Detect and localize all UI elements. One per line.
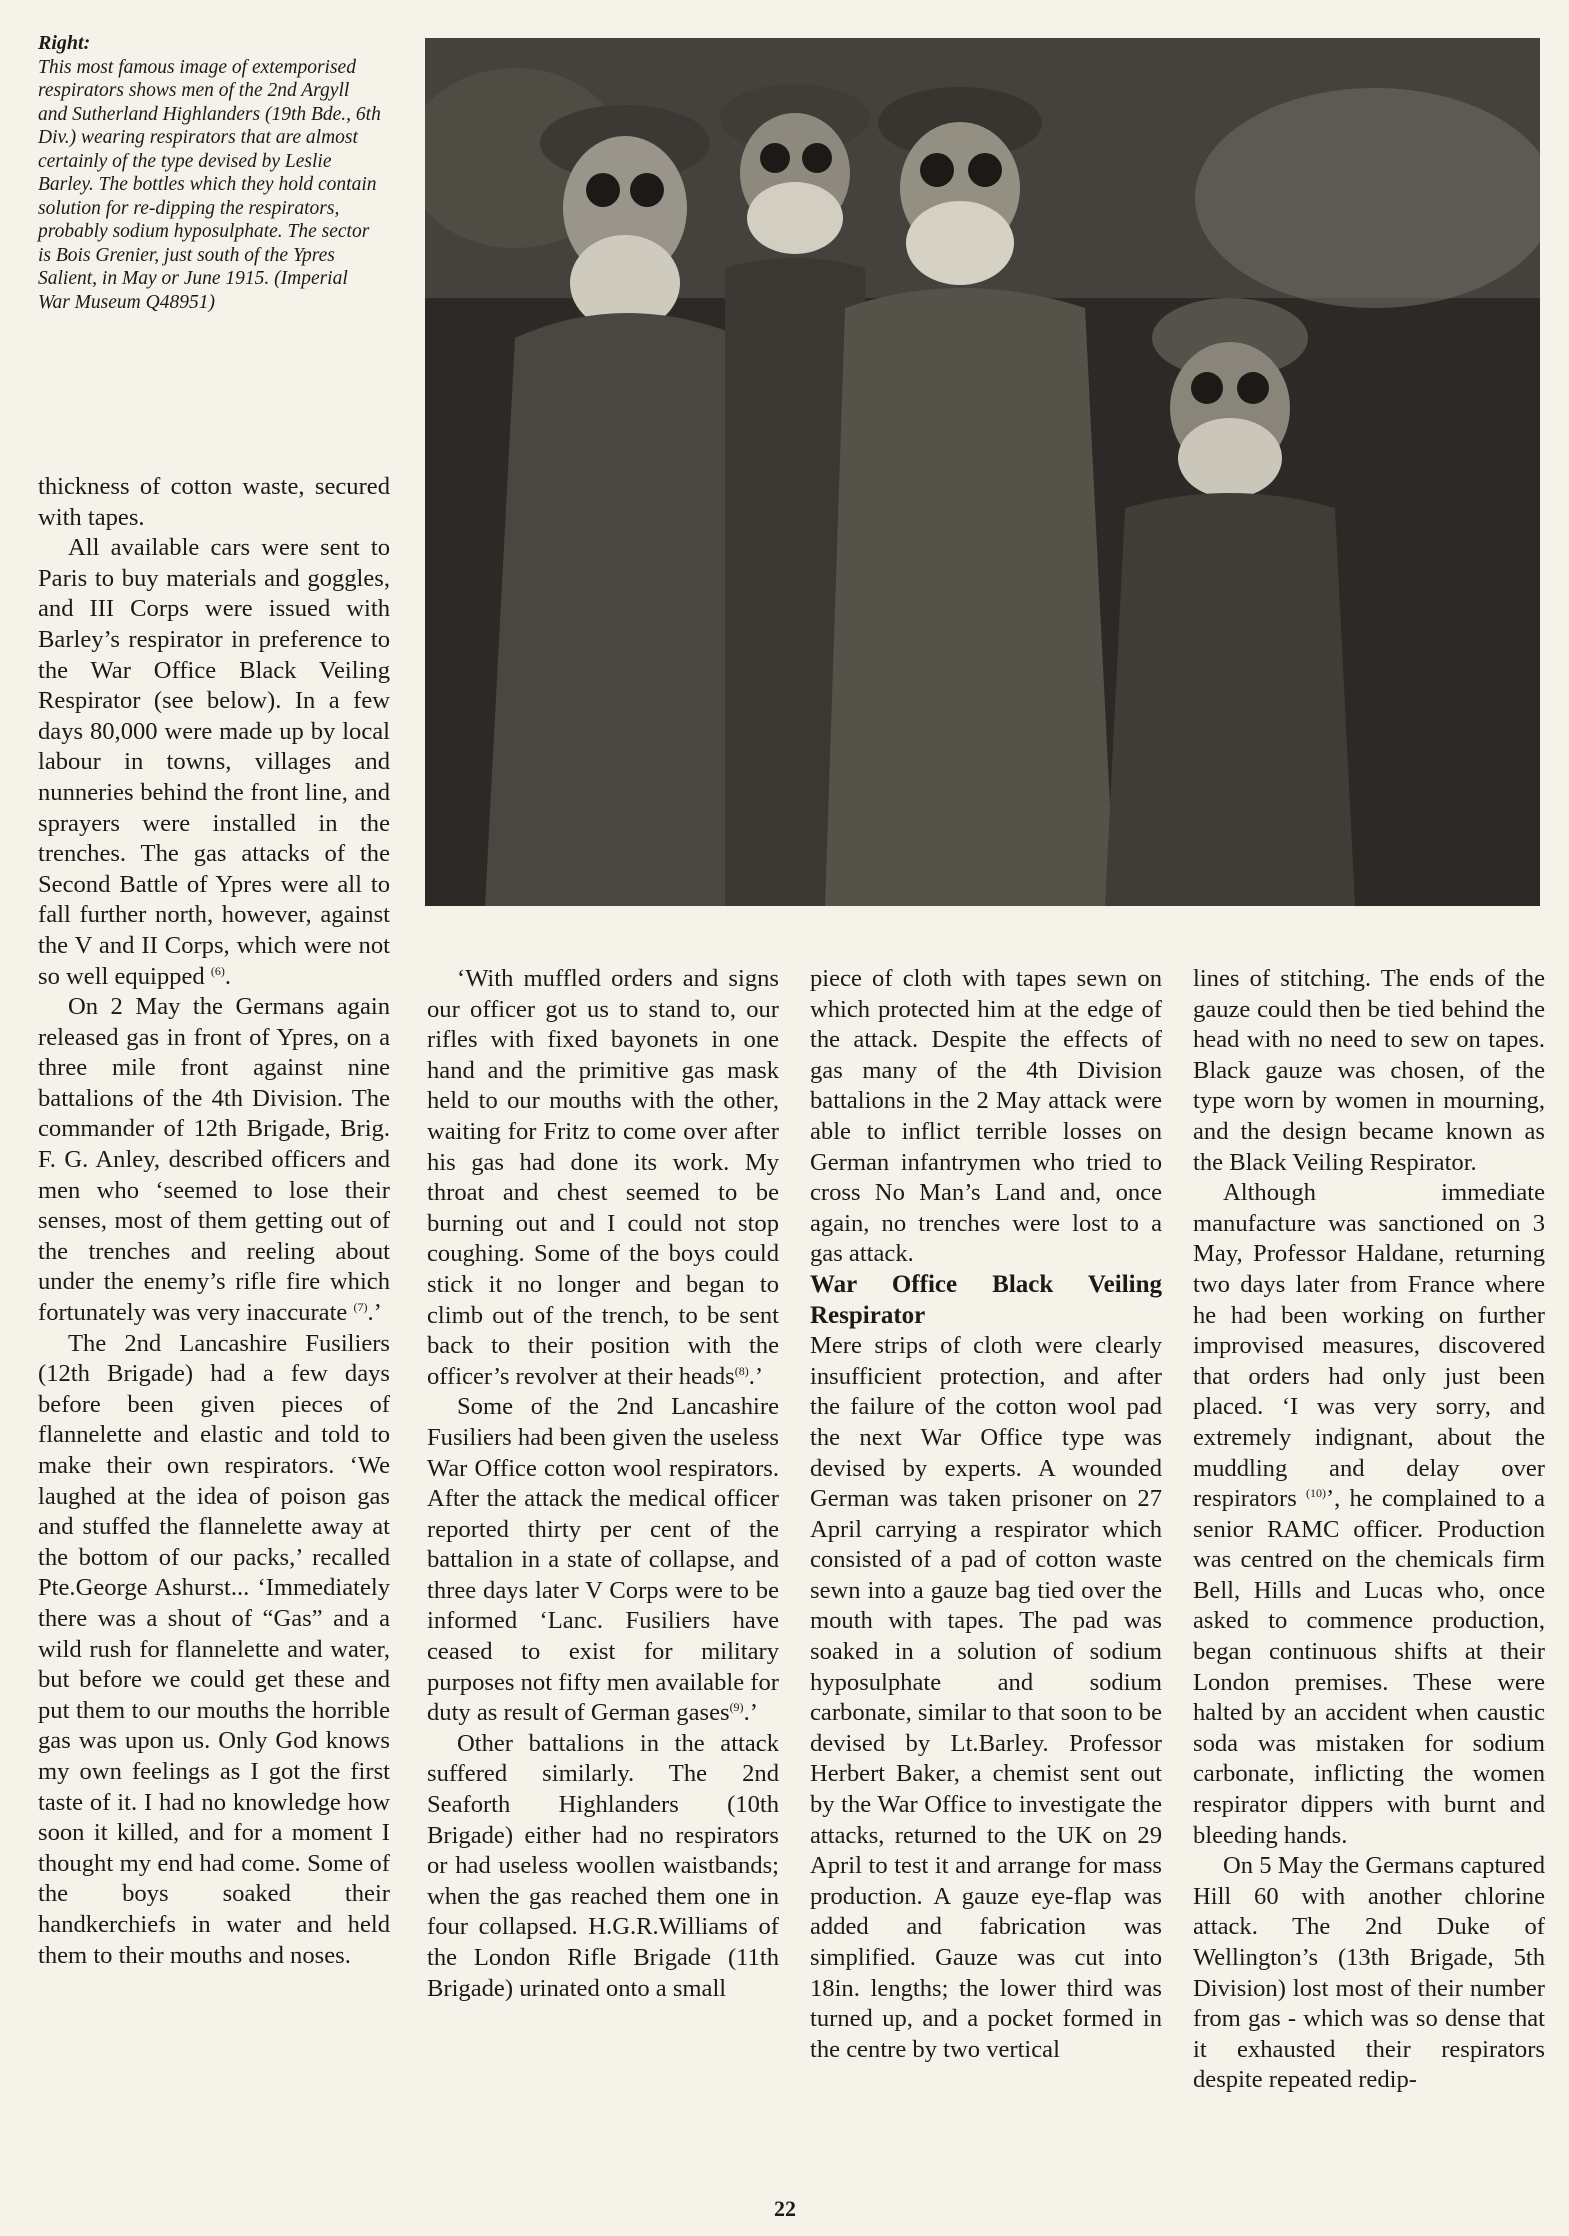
paragraph: On 2 May the Germans again released gas in front of Ypres, on a three mile front against nine battalions of the 4th Division. The commander of 12th Brigade, Brig. F. G. Anley, described officers and men who ‘seemed to lose their senses, most of them getting out of the trenches and reeling about under the enemy’s rifle fire which fortunately was very inaccurate $^{(7)}$.’: [38, 993, 390, 1327]
footnote-ref: (8): [734, 1363, 749, 1378]
text-column-2: [427, 964, 779, 2004]
footnote-ref: (7): [353, 1299, 368, 1314]
paragraph: Some of the 2nd Lancashire Fusiliers had been given the useless War Office cotton wool respirators. After the attack the medical officer reported thirty per cent of the battalion in a state of collapse, and three days later V Corps were to be informed ‘Lanc. Fusiliers have ceased to exist for military purposes not fifty men available for duty as result of German gases$^{(9)}$.’: [427, 1393, 779, 1727]
section-heading: War Office Black Veiling Respirator: [810, 1270, 1162, 1329]
text-column-1: [38, 472, 390, 1971]
text-column-3: [810, 964, 1162, 2065]
photo-caption: [38, 32, 383, 314]
page-number: 22: [774, 2196, 796, 2221]
paragraph: Although immediate manufacture was sanctioned on 3 May, Professor Haldane, returning two days later from France where he had been working on further improvised measures, discovered that orders had only just been placed. ‘I was very sorry, and extremely indignant, about the muddling and delay over respirators $^{(10)}$’, he complained to a senior RAMC officer. Production was centred on the chemicals firm Bell, Hills and Lucas who, once asked to commence production, began continuous shifts at their London premises. These were halted by an accident when caustic soda was mistaken for sodium carbonate, inflicting the women respirator dippers with burnt and bleeding hands.: [1193, 1179, 1545, 1849]
paragraph: On 5 May the Germans captured Hill 60 with another chlorine attack. The 2nd Duke of Wellington’s (13th Brigade, 5th Division) lost most of their number from gas - which was so dense that it exhausted their respirators despite repeated redip-: [1193, 1852, 1545, 2094]
paragraph: thickness of cotton waste, secured with tapes.: [38, 473, 390, 531]
paragraph: Other battalions in the attack suffered similarly. The 2nd Seaforth Highlanders (10th Brigade) either had no respirators or had useless woollen waistbands; when the gas reached them one in four collapsed. H.G.R.Williams of the London Rifle Brigade (11th Brigade) urinated onto a small: [427, 1729, 779, 2002]
paragraph: piece of cloth with tapes sewn on which protected him at the edge of the attack. Despite the effects of gas many of the 4th Division battalions in the 2 May attack were able to inflict terrible losses on German infantrymen who tried to cross No Man’s Land and, once again, no trenches were lost to a gas attack.: [810, 965, 1162, 1268]
paragraph: ‘With muffled orders and signs our officer got us to stand to, our rifles with fixed bayonets in one hand and the primitive gas mask held to our mouths with the other, waiting for Fritz to come over after his gas had done its work. My throat and chest seemed to be burning out and I could not stop coughing. Some of the boys could stick it no longer and began to climb out of the trench, to be sent back to their position with the officer’s revolver at their heads$^{(8)}$.’: [427, 965, 779, 1390]
paragraph: lines of stitching. The ends of the gauze could then be tied behind the head with no need to sew on tapes. Black gauze was chosen, of the type worn by women in mourning, and the design became known as the Black Veiling Respirator.: [1193, 965, 1545, 1176]
footnote-ref: (9): [729, 1700, 744, 1715]
caption-text: This most famous image of extemporised respirators shows men of the 2nd Argyll and Sutherland Highlanders (19th Bde., 6th Div.) wearing respirators that are almost certainly of the type devised by Leslie Barley. The bottles which they hold contain solution for re-dipping the respirators, probably sodium hyposulphate. The sector is Bois Grenier, just south of the Ypres Salient, in May or June 1915. (Imperial War Museum Q48951): [38, 56, 381, 313]
footnote-ref: (10): [1305, 1485, 1326, 1500]
footnote-ref: (6): [210, 963, 225, 978]
text-column-4: [1193, 964, 1545, 2096]
caption-label: Right:: [38, 32, 91, 54]
paragraph: All available cars were sent to Paris to buy materials and goggles, and III Corps were issued with Barley’s respirator in preference to the War Office Black Veiling Respirator (see below). In a few days 80,000 were made up by local labour in towns, villages and nunneries behind the front line, and sprayers were installed in the trenches. The gas attacks of the Second Battle of Ypres were all to fall further north, however, against the V and II Corps, which were not so well equipped $^{(6)}$.: [38, 534, 390, 990]
paragraph: The 2nd Lancashire Fusiliers (12th Brigade) had a few days before been given pieces of flannelette and elastic and told to make their own respirators. ‘We laughed at the idea of poison gas and stuffed the flannelette away at the bottom of our packs,’ recalled Pte.George Ashurst... ‘Immediately there was a shout of “Gas” and a wild rush for flannelette and water, but before we could get these and put them to our mouths the horrible gas was upon us. Only God knows my own feelings as I got the first taste of it. I had no knowledge how soon it killed, and for a moment I thought my end had come. Some of the boys soaked their handkerchiefs in water and held them to their mouths and noses.: [38, 1329, 390, 1969]
photo-illustration: [425, 38, 1540, 906]
paragraph: Mere strips of cloth were clearly insufficient protection, and after the failure of the cotton wool pad the next War Office type was devised by experts. A wounded German was taken prisoner on 27 April carrying a respirator which consisted of a pad of cotton waste sewn into a gauze bag tied over the mouth with tapes. The pad was soaked in a solution of sodium hyposulphate and sodium carbonate, similar to that soon to be devised by Lt.Barley. Professor Herbert Baker, a chemist sent out by the War Office to investigate the attacks, returned to the UK on 29 April to test it and arrange for mass production. A gauze eye-flap was added and fabrication was simplified. Gauze was cut into 18in. lengths; the lower third was turned up, and a pocket formed in the centre by two vertical: [810, 1332, 1162, 2063]
soldiers-photo: [425, 38, 1540, 906]
